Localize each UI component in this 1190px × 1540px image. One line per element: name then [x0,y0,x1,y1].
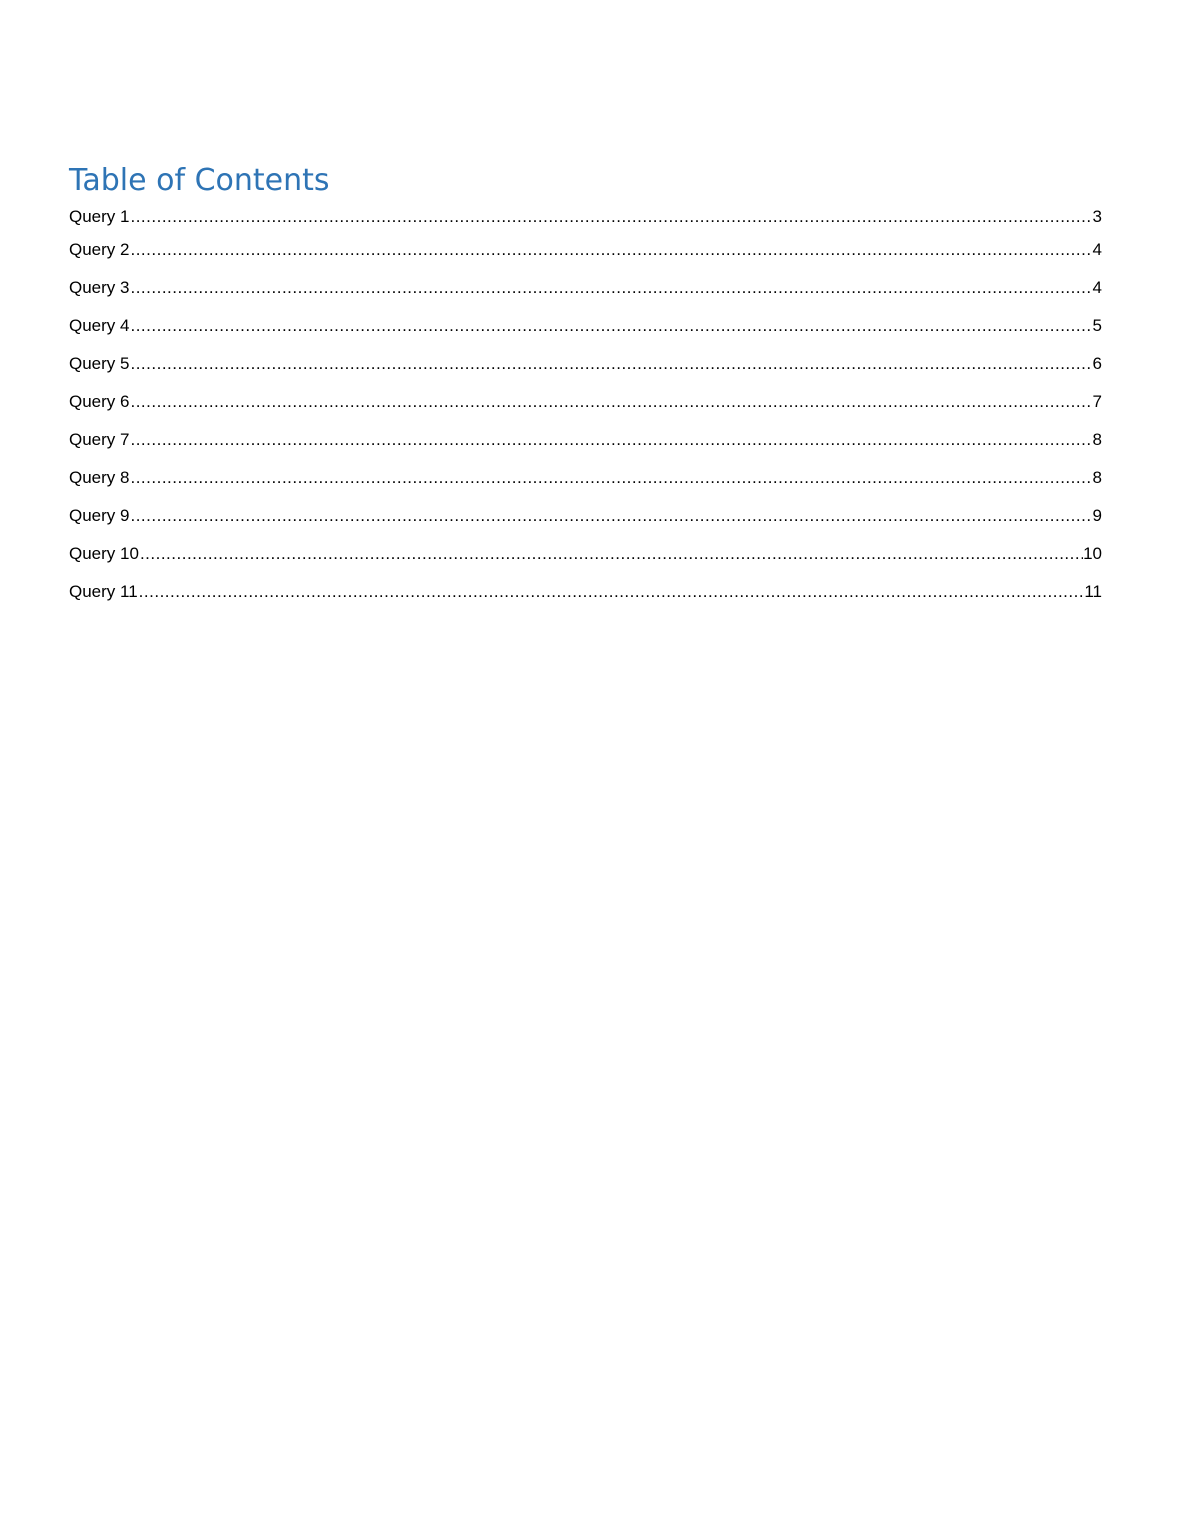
toc-dot-leader [129,423,1092,456]
toc-entry-page-number: 6 [1092,354,1102,373]
toc-entry-label: Query 9 [69,506,130,525]
toc-dot-leader [129,499,1092,532]
toc-entry-label: Query 8 [69,468,130,487]
toc-entry-query-1[interactable] [69,200,1102,233]
toc-entry-page-number: 8 [1092,468,1102,487]
toc-entry-label: Query 4 [69,316,130,335]
toc-entry-label: Query 6 [69,392,130,411]
table-of-contents [69,162,1102,613]
toc-dot-leader [129,233,1092,266]
toc-entry-query-6[interactable] [69,385,1102,423]
toc-dot-leader [139,537,1083,570]
toc-dot-leader [129,271,1092,304]
toc-entry-query-3[interactable] [69,271,1102,309]
toc-entry-query-10[interactable] [69,537,1102,575]
toc-entry-query-2[interactable] [69,233,1102,271]
toc-entry-label: Query 10 [69,544,139,563]
toc-entry-page-number: 7 [1092,392,1102,411]
toc-entry-label: Query 2 [69,240,130,259]
toc-entry-page-number: 4 [1092,278,1102,297]
toc-entry-query-9[interactable] [69,499,1102,537]
toc-entry-page-number: 11 [1084,582,1102,601]
toc-entry-page-number: 5 [1092,316,1102,335]
toc-dot-leader [129,200,1092,233]
toc-entry-query-4[interactable] [69,309,1102,347]
toc-dot-leader [129,461,1092,494]
toc-entry-label: Query 1 [69,207,130,226]
toc-entry-label: Query 5 [69,354,130,373]
toc-entry-query-7[interactable] [69,423,1102,461]
toc-entry-page-number: 4 [1092,240,1102,259]
toc-list [69,200,1102,613]
toc-entry-query-8[interactable] [69,461,1102,499]
toc-entry-query-5[interactable] [69,347,1102,385]
toc-entry-query-11[interactable] [69,575,1102,613]
toc-entry-label: Query 3 [69,278,130,297]
toc-dot-leader [129,309,1092,342]
toc-entry-label: Query 7 [69,430,130,449]
toc-entry-page-number: 8 [1092,430,1102,449]
toc-entry-label: Query 11 [69,582,138,601]
toc-dot-leader [129,347,1092,380]
toc-dot-leader [129,385,1092,418]
toc-dot-leader [138,575,1085,608]
toc-title: Table of Contents [69,163,330,198]
toc-entry-page-number: 9 [1092,506,1102,525]
toc-entry-page-number: 3 [1092,207,1102,226]
toc-entry-page-number: 10 [1083,544,1102,563]
